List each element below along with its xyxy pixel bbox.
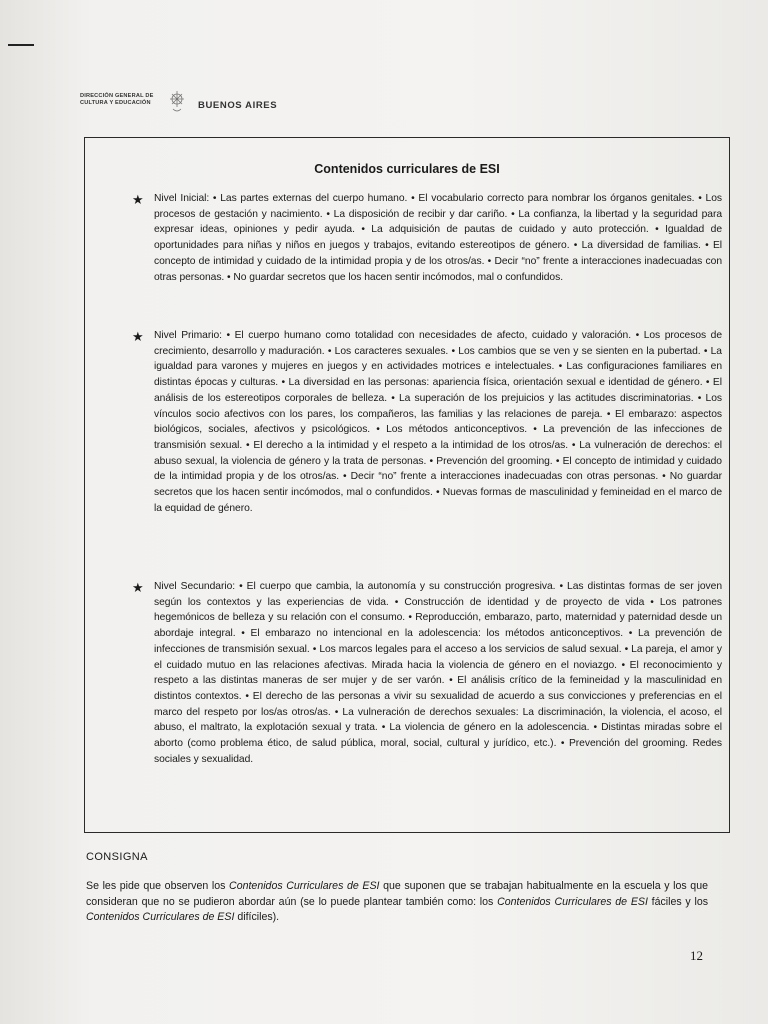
province-name: BUENOS AIRES bbox=[198, 100, 278, 111]
corner-mark bbox=[8, 44, 34, 46]
consigna-text-part: que suponen que se trabajan habitualmente en la escuela y los que consideran que no se pudieron abordar aún (se lo puede plantear también como: los bbox=[86, 880, 708, 908]
star-bullet-icon: ★ bbox=[132, 329, 144, 344]
box-title: Contenidos curriculares de ESI bbox=[314, 162, 500, 176]
page-number: 12 bbox=[690, 948, 703, 963]
contents-box bbox=[84, 137, 730, 833]
consigna-emphasis: Contenidos Curriculares de ESI bbox=[229, 880, 380, 892]
consigna-text-part: fáciles y los bbox=[647, 895, 709, 908]
level-secundario-text: Nivel Secundario: • El cuerpo que cambia, la autonomía y su construcción progresiva. • Las distintas formas de ser joven según los contextos y las experiencias de vida. • Construcción de identidad y de proyecto de vida • Los patrones hegemónicos de belleza y su relación con el consumo. • Reproducción, embarazo, parto, maternidad y paternidad desde un abordaje integral. • El embarazo no intencional en la adolescencia: los métodos anticonceptivos. • La prevención de infecciones de transmisión sexual. • Los marcos legales para el acceso a los servicios de salud sexual. • La pareja, el amor y el cuidado mutuo en las relaciones afectivas. Mirada hacia la violencia de género en el noviazgo. • El reconocimiento y respeto a las distintas maneras de ser mujer y de ser varón. • El análisis crítico de la femineidad y la masculinidad en distintos contextos. • El derecho de las personas a vivir su sexualidad de acuerdo a sus convicciones y preferencias en el marco del respeto por los/as otros/as. • La vulneración de derechos sexuales: La discriminación, la violencia, el acoso, el abuso, el maltrato, la explotación sexual y trata. • La violencia de género en la adolescencia. • Distintas miradas sobre el aborto (como problema ético, de salud pública, moral, social, cultural y jurídico, etc.). • Prevención del grooming. Redes sociales y sexualidad. bbox=[154, 581, 722, 765]
star-bullet-icon: ★ bbox=[132, 580, 144, 595]
consigna-text bbox=[86, 879, 708, 926]
level-inicial-text: Nivel Inicial: • Las partes externas del cuerpo humano. • El vocabulario correcto para nombrar los órganos genitales. • Los procesos de gestación y nacimiento. • La disposición de recibir y dar cariño. • La confianza, la libertad y la seguridad para expresar ideas, opiniones y pedir ayuda. • La adquisición de pautas de cuidado y auto protección. • Igualdad de oportunidades para niñas y niños en juegos y trabajos, evitando estereotipos de género. • La diversidad de familias. • El concepto de intimidad y cuidado de la intimidad propia y de los otros/as. • Decir “no” frente a interacciones inadecuadas con otras personas. • No guardar secretos que los hacen sentir incómodos, mal o confundidos. bbox=[154, 193, 722, 283]
consigna-text-part: Se les pide que observen los bbox=[86, 880, 230, 892]
star-bullet-icon: ★ bbox=[132, 192, 144, 207]
consigna-emphasis: Contenidos Curriculares de ESI bbox=[86, 911, 235, 924]
org-name: DIRECCIÓN GENERAL DE CULTURA Y EDUCACIÓN bbox=[80, 93, 154, 106]
consigna-emphasis: Contenidos Curriculares de ESI bbox=[497, 895, 648, 908]
consigna-text-part: difíciles). bbox=[234, 911, 280, 924]
header-logo bbox=[80, 93, 280, 119]
consigna-title: CONSIGNA bbox=[86, 851, 148, 863]
province-emblem-icon bbox=[166, 89, 188, 115]
level-primario-text: Nivel Primario: • El cuerpo humano como totalidad con necesidades de afecto, cuidado y valoración. • Los procesos de crecimiento, desarrollo y maduración. • Los caracteres sexuales. • Los cambios que se ven y se sienten en la pubertad. • La igualdad para varones y mujeres en juegos y en actividades motrices e intelectuales. • Las configuraciones familiares en distintas épocas y culturas. • La diversidad en las personas: apariencia física, orientación sexual e identidad de género. • El análisis de los estereotipos corporales de belleza. • La superación de los prejuicios y las actitudes discriminatorias. • Los vínculos socio afectivos con los pares, los compañeros, las familias y las relaciones de pareja. • El embarazo: aspectos biológicos, sociales, afectivos y psicológicos. • Los métodos anticonceptivos. • La prevención de las infecciones de transmisión sexual. • El derecho a la intimidad y el respeto a la intimidad de los otros/as. • La vulneración de derechos: el abuso sexual, la violencia de género y la trata de personas. • Prevención del grooming. • El concepto de intimidad y cuidado de la intimidad propia y de los otros/as. • Decir “no” frente a interacciones inadecuadas con otras personas. • No guardar secretos que los hacen sentir incómodos, mal o confundidos. • Nuevas formas de masculinidad y femineidad en el marco de la equidad de género. bbox=[154, 330, 722, 514]
